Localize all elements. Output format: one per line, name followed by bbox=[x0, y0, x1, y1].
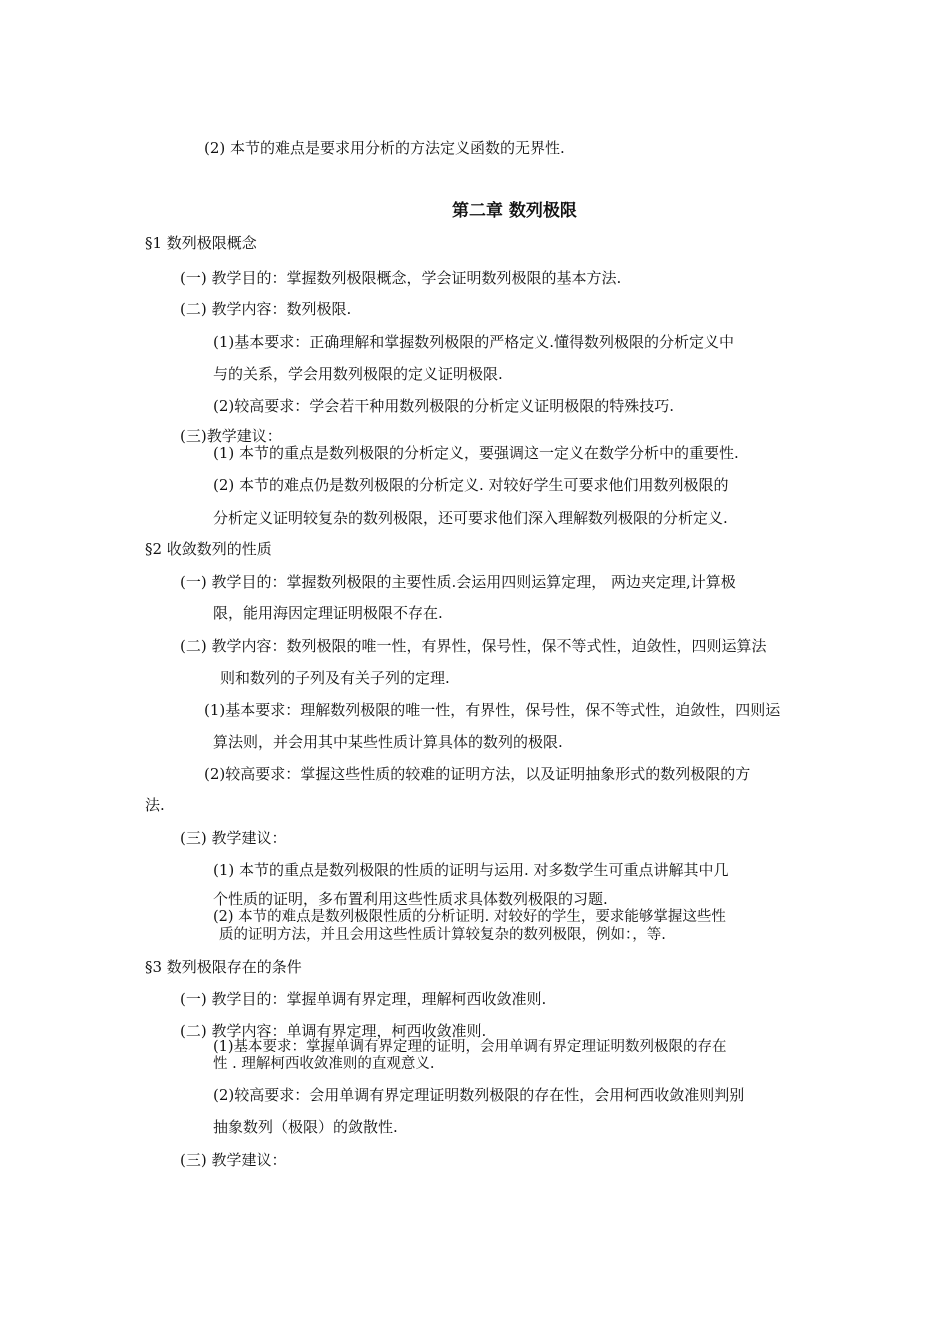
section-heading: §2 收敛数列的性质 bbox=[145, 540, 272, 558]
text-line: (一) 教学目的：掌握数列极限概念，学会证明数列极限的基本方法. bbox=[180, 269, 622, 287]
text-line: (1) 本节的重点是数列极限的性质的证明与运用. 对多数学生可重点讲解其中几 bbox=[213, 861, 729, 879]
text-line: (三) 教学建议： bbox=[180, 1151, 287, 1169]
text-line: 性 . 理解柯西收敛准则的直观意义. bbox=[213, 1056, 435, 1072]
text-line: 法. bbox=[145, 796, 165, 814]
text-line: (2)较高要求：掌握这些性质的较难的证明方法，以及证明抽象形式的数列极限的方 bbox=[204, 765, 751, 783]
section-heading: §3 数列极限存在的条件 bbox=[145, 958, 302, 976]
text-line: (二) 教学内容：数列极限的唯一性，有界性，保号性，保不等式性，迫敛性，四则运算法 bbox=[180, 637, 767, 655]
text-line: (2)较高要求：学会若干种用数列极限的分析定义证明极限的特殊技巧. bbox=[213, 397, 675, 415]
text-line: (三) 教学建议： bbox=[180, 829, 287, 847]
text-line: (2) 本节的难点是要求用分析的方法定义函数的无界性. bbox=[204, 139, 565, 157]
text-line: (一) 教学目的：掌握单调有界定理，理解柯西收敛准则. bbox=[180, 990, 547, 1008]
text-line: 分析定义证明较复杂的数列极限，还可要求他们深入理解数列极限的分析定义. bbox=[213, 509, 728, 527]
text-line: (二) 教学内容：单调有界定理，柯西收敛准则. bbox=[180, 1022, 487, 1040]
text-line: (一) 教学目的：掌握数列极限的主要性质.会运用四则运算定理， 两边夹定理,计算极 bbox=[180, 573, 736, 591]
text-line: (2) 本节的难点是数列极限性质的分析证明. 对较好的学生，要求能够掌握这些性 bbox=[213, 909, 726, 925]
text-line: 与的关系，学会用数列极限的定义证明极限. bbox=[213, 365, 503, 383]
text-line: 质的证明方法，并且会用这些性质计算较复杂的数列极限，例如：，等. bbox=[219, 927, 666, 943]
text-line: (1)基本要求：正确理解和掌握数列极限的严格定义.懂得数列极限的分析定义中 bbox=[213, 333, 735, 351]
text-line: (2) 本节的难点仍是数列极限的分析定义. 对较好学生可要求他们用数列极限的 bbox=[213, 476, 729, 494]
text-line: 则和数列的子列及有关子列的定理. bbox=[220, 669, 450, 687]
text-line: (三)教学建议： bbox=[180, 427, 282, 445]
text-line: (1) 本节的重点是数列极限的分析定义，要强调这一定义在数学分析中的重要性. bbox=[213, 444, 739, 462]
section-heading: §1 数列极限概念 bbox=[145, 234, 257, 252]
chapter-title: 第二章 数列极限 bbox=[452, 201, 577, 221]
text-line: (二) 教学内容：数列极限. bbox=[180, 300, 352, 318]
text-line: (1)基本要求：掌握单调有界定理的证明，会用单调有界定理证明数列极限的存在 bbox=[213, 1039, 727, 1055]
text-line: (2)较高要求：会用单调有界定理证明数列极限的存在性，会用柯西收敛准则判别 bbox=[213, 1086, 745, 1104]
text-line: 抽象数列（极限）的敛散性. bbox=[213, 1118, 398, 1136]
text-line: (1)基本要求：理解数列极限的唯一性，有界性，保号性，保不等式性，迫敛性，四则运 bbox=[204, 701, 781, 719]
text-line: 算法则，并会用其中某些性质计算具体的数列的极限. bbox=[213, 733, 563, 751]
text-line: 限，能用海因定理证明极限不存在. bbox=[213, 604, 443, 622]
text-line: 个性质的证明，多布置利用这些性质求具体数列极限的习题. bbox=[213, 890, 608, 908]
